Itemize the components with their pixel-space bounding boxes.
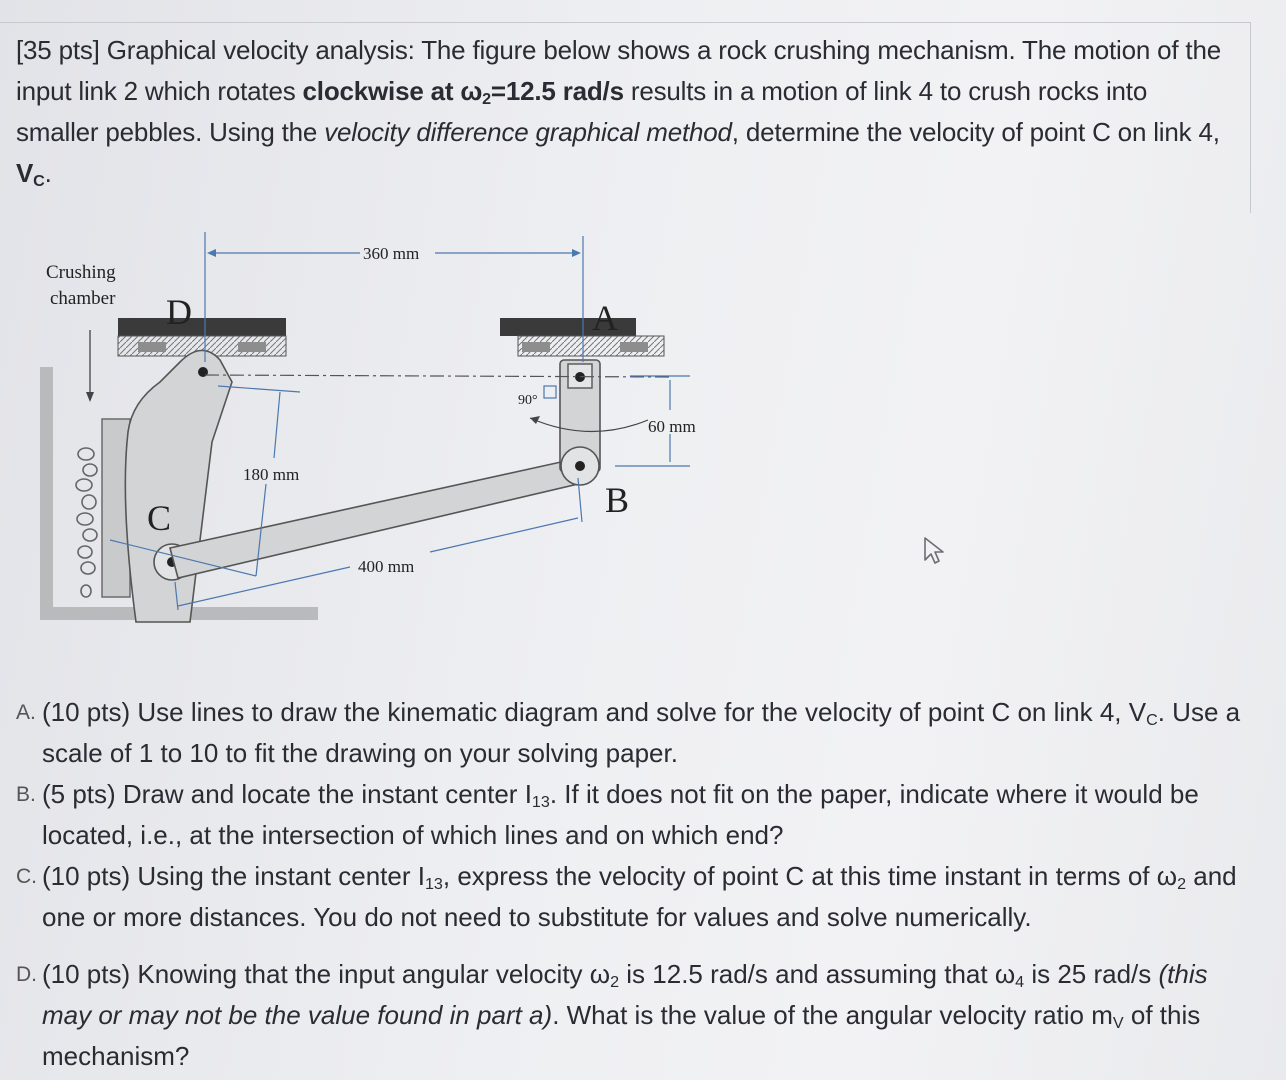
- points-label: [35 pts]: [16, 35, 100, 65]
- angle-90-label: 90°: [518, 393, 538, 408]
- ground-D-plate: [118, 318, 286, 336]
- statement-italic-method: velocity difference graphical method: [324, 117, 732, 147]
- chamber-wall: [40, 367, 53, 619]
- pebbles: [76, 448, 97, 597]
- question-list: [16, 692, 1246, 1077]
- question-a: A. (10 pts) Use lines to draw the kinematic diagram and solve for the velocity of point C on link 4, $V_C$. Use a scale of 1 to 10 to fit the drawing on your solving paper.: [16, 692, 1246, 774]
- mouse-cursor-icon: [922, 536, 948, 566]
- question-b-marker: B.: [16, 783, 36, 806]
- statement-vc: $V_C$: [16, 158, 45, 191]
- problem-statement: [35 pts] Graphical velocity analysis: The figure below shows a rock crushing mechanism. The motion of the input link 2 which rotates clockwise at $\omega_2=12.5$ rad/s results in a motion of link 4 to crush rocks into smaller pebbles. Using the velocity difference graphical method, determine the velocity of point C on link 4, $V_C$.: [16, 35, 1221, 191]
- label-C: C: [147, 498, 172, 538]
- crushing-label: Crushing: [46, 262, 116, 283]
- statement-bold-omega: clockwise at $\omega_2=12.5$ rad/s: [302, 76, 624, 109]
- chamber-label: chamber: [50, 288, 116, 309]
- pin-B: [575, 461, 585, 471]
- mechanism-drawing: [30, 222, 730, 652]
- question-d: D. (10 pts) Knowing that the input angular velocity $\omega_2$ is 12.5 rad/s and assuming that $\omega_4$ is 25 rad/s (this may or may not be the value found in part a). What is the value of the angular velocity ratio $m_V$ of this mechanism?: [16, 954, 1246, 1077]
- question-c-marker: C.: [16, 865, 37, 888]
- question-a-marker: A.: [16, 701, 36, 724]
- link-4-jaw: [125, 350, 232, 622]
- dim-400-label: 400 mm: [358, 557, 415, 576]
- statement-text-3: , determine the velocity of point C on link 4,: [731, 117, 1220, 147]
- statement-text-2: results in a motion of link 4 to crush rocks into smaller pebbles. Using the: [16, 76, 1148, 147]
- question-d-marker: D.: [16, 963, 37, 986]
- label-B: B: [605, 480, 630, 520]
- statement-text-1: Graphical velocity analysis: The figure below shows a rock crushing mechanism. The motion of the input link 2 which rotates: [16, 35, 1221, 106]
- dim-360-label: 360 mm: [363, 244, 420, 263]
- mechanism-figure: [30, 222, 730, 652]
- question-c: C. (10 pts) Using the instant center $I_{13}$, express the velocity of point C at this time instant in terms of $\omega_2$ and one or more distances. You do not need to substitute for values and solve numerically.: [16, 856, 1246, 938]
- dim-180-label: 180 mm: [243, 465, 300, 484]
- label-A: A: [592, 298, 618, 338]
- question-b: B. (5 pts) Draw and locate the instant center $I_{13}$. If it does not fit on the paper, indicate where it would be located, i.e., at the intersection of which lines and on which end?: [16, 774, 1246, 856]
- dim-60-label: 60 mm: [648, 417, 696, 436]
- label-D: D: [166, 292, 192, 332]
